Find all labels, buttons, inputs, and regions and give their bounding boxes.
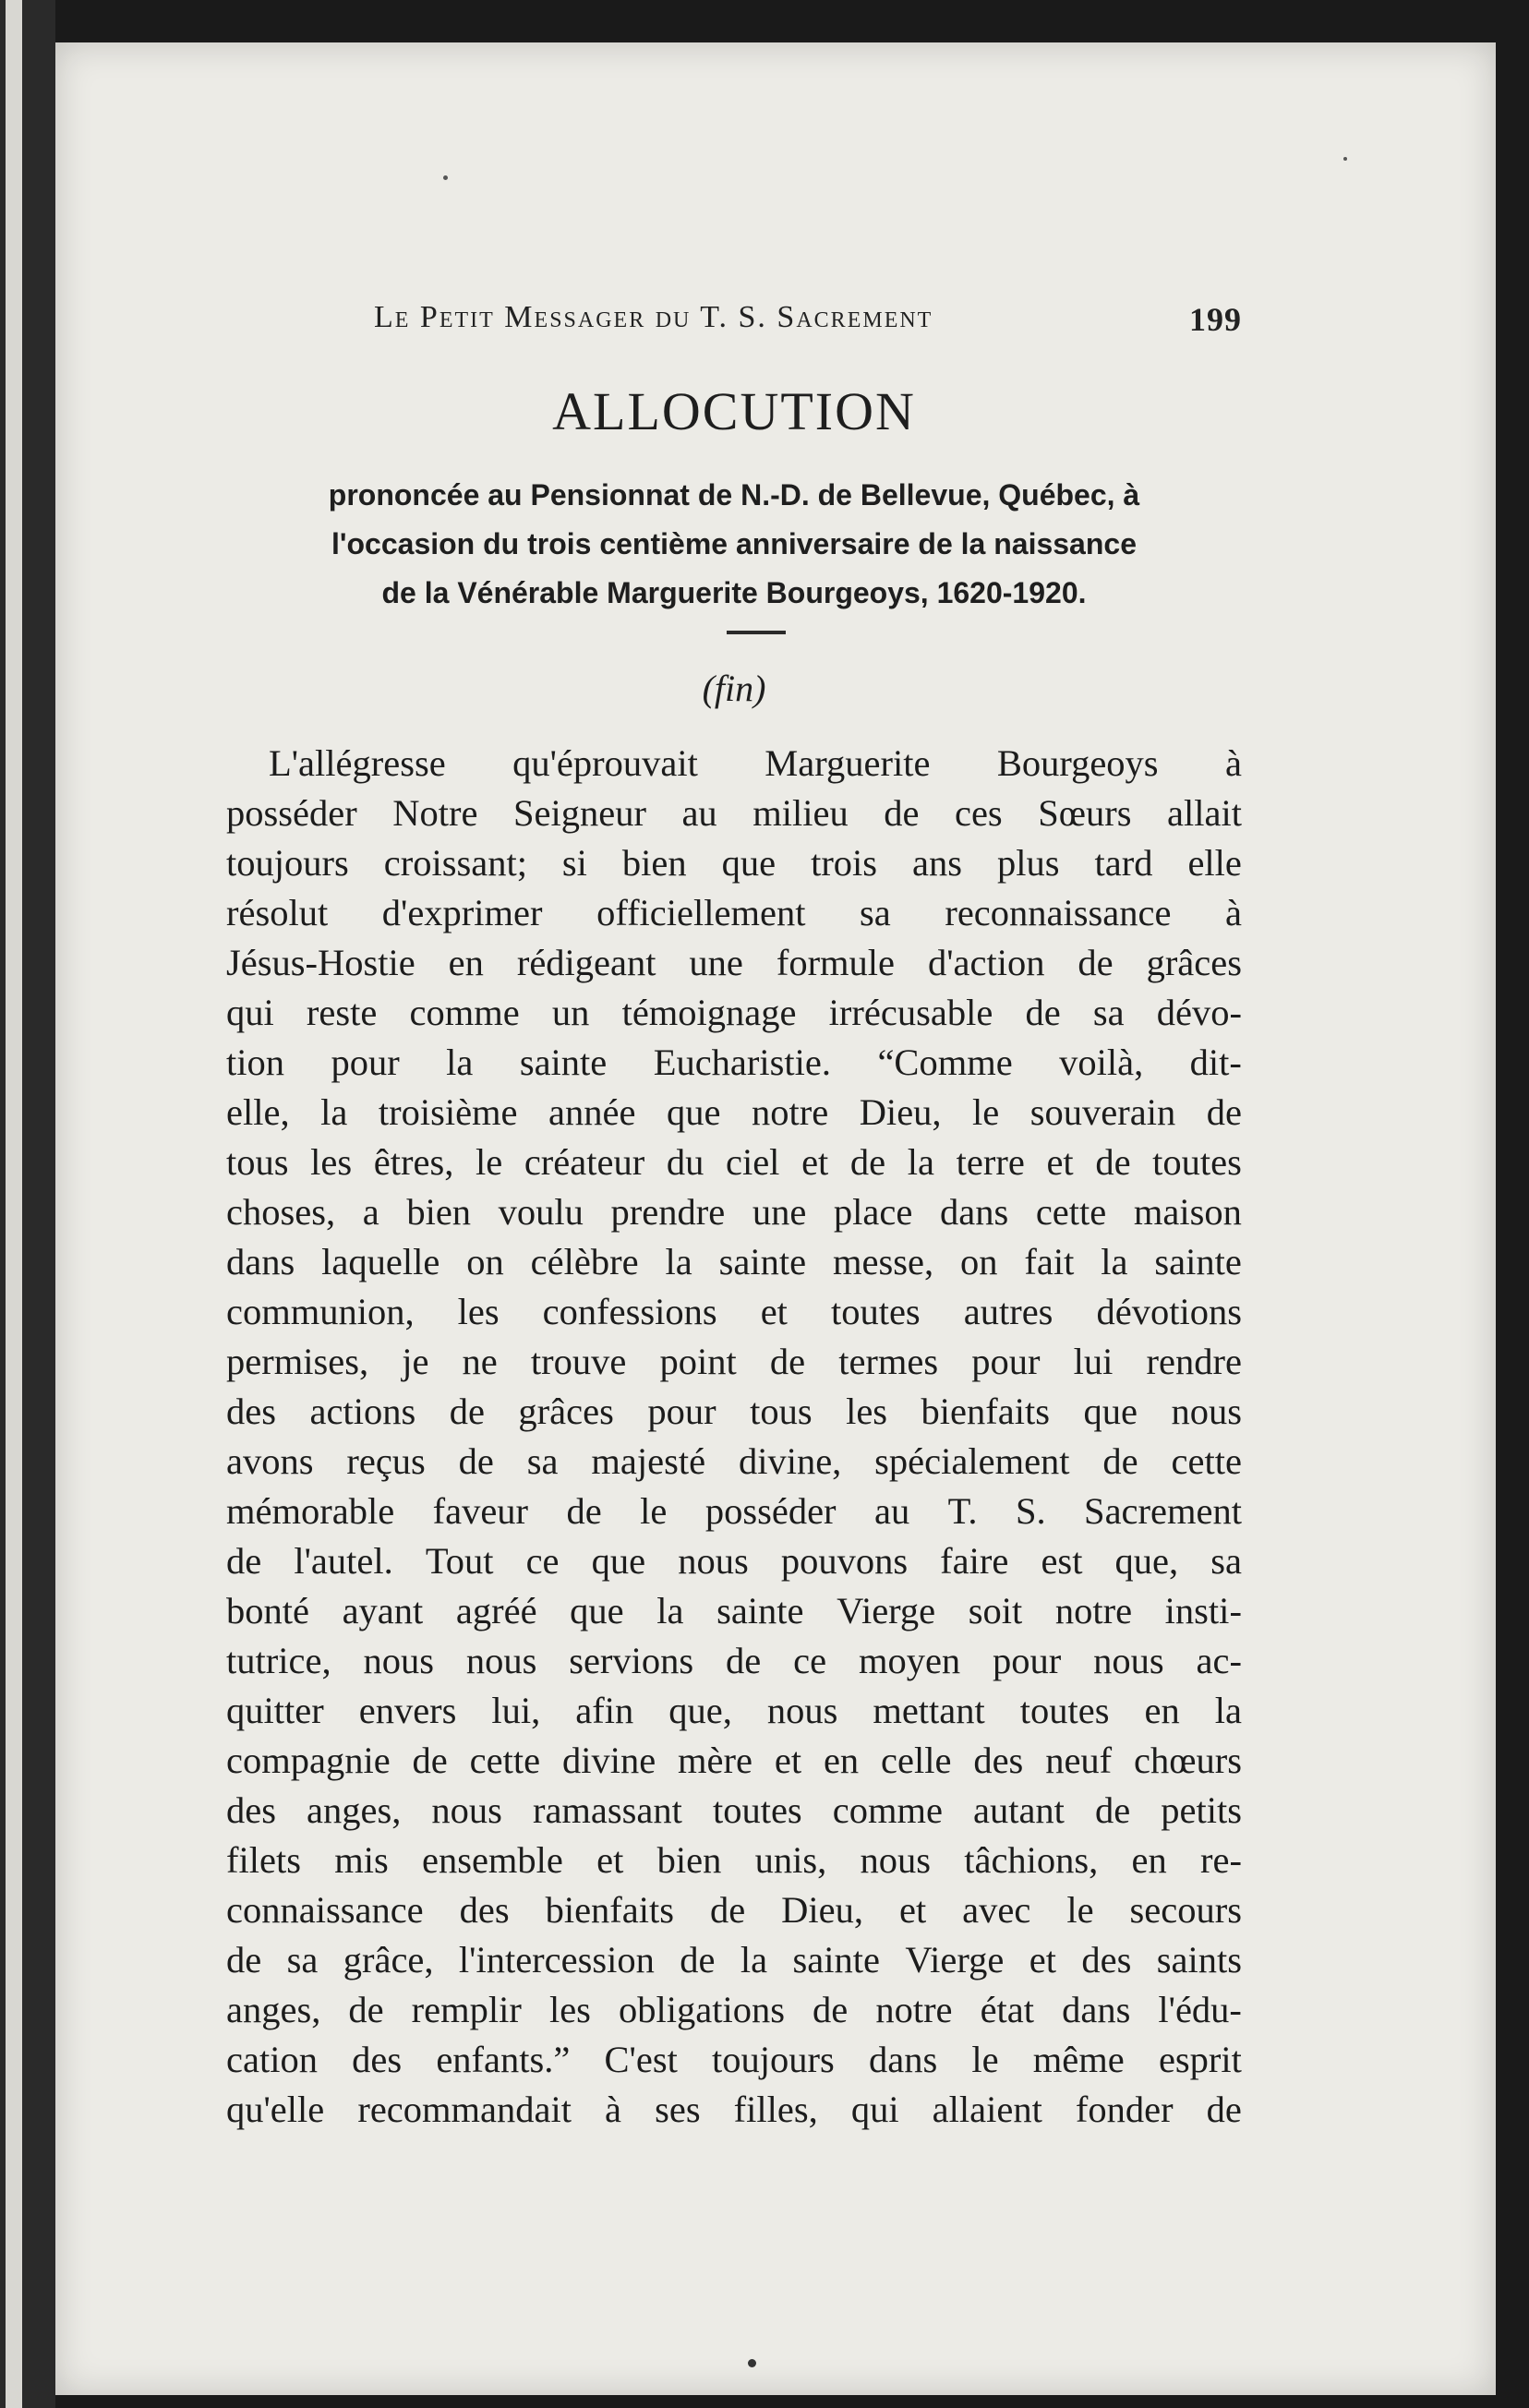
text-line: résolut d'exprimer officiellement sa reconnaissance à xyxy=(226,892,1242,933)
subtitle-line: de la Vénérable Marguerite Bourgeoys, 1620-1920. xyxy=(381,576,1087,609)
text-line: connaissance des bienfaits de Dieu, et avec le secours xyxy=(226,1889,1242,1931)
adjacent-page-edge xyxy=(6,0,22,2408)
text-line: des anges, nous ramassant toutes comme autant de petits xyxy=(226,1789,1242,1831)
body-paragraph xyxy=(226,739,1242,2135)
divider-rule xyxy=(727,631,786,634)
text-line: permises, je ne trouve point de termes pour lui rendre xyxy=(226,1341,1242,1382)
text-line: dans laquelle on célèbre la sainte messe, on fait la sainte xyxy=(226,1241,1242,1282)
scan-speck xyxy=(748,2359,756,2367)
text-line: avons reçus de sa majesté divine, spécialement de cette xyxy=(226,1440,1242,1482)
running-title: Le Petit Messager du T. S. Sacrement xyxy=(374,300,933,334)
text-line: filets mis ensemble et bien unis, nous tâchions, en re- xyxy=(226,1839,1242,1881)
text-line: posséder Notre Seigneur au milieu de ces Sœurs allait xyxy=(226,792,1242,834)
page-header xyxy=(226,300,1242,346)
text-line: de sa grâce, l'intercession de la sainte Vierge et des saints xyxy=(226,1939,1242,1981)
text-line: tous les êtres, le créateur du ciel et de la terre et de toutes xyxy=(226,1141,1242,1183)
text-line: L'allégresse qu'éprouvait Marguerite Bourgeoys à xyxy=(269,742,1242,784)
scan-speck xyxy=(443,175,448,180)
text-line: bonté ayant agréé que la sainte Vierge soit notre insti- xyxy=(226,1590,1242,1631)
continuation-note: (fin) xyxy=(702,668,766,709)
text-line: de l'autel. Tout ce que nous pouvons faire est que, sa xyxy=(226,1540,1242,1582)
text-line: des actions de grâces pour tous les bienfaits que nous xyxy=(226,1391,1242,1432)
article-title: ALLOCUTION xyxy=(552,381,916,441)
text-line: elle, la troisième année que notre Dieu, le souverain de xyxy=(226,1091,1242,1133)
text-line: compagnie de cette divine mère et en celle des neuf chœurs xyxy=(226,1740,1242,1781)
text-line: toujours croissant; si bien que trois ans plus tard elle xyxy=(226,842,1242,884)
text-line: mémorable faveur de le posséder au T. S. Sacrement xyxy=(226,1490,1242,1532)
text-line: tutrice, nous nous servions de ce moyen pour nous ac- xyxy=(226,1640,1242,1681)
subtitle-line: prononcée au Pensionnat de N.-D. de Bellevue, Québec, à xyxy=(328,478,1140,512)
text-line: qui reste comme un témoignage irrécusable de sa dévo- xyxy=(226,992,1242,1033)
text-line: qu'elle recommandait à ses filles, qui allaient fonder de xyxy=(226,2089,1242,2130)
text-line: Jésus-Hostie en rédigeant une formule d'action de grâces xyxy=(226,942,1242,983)
article-subtitle xyxy=(226,471,1242,618)
text-line: tion pour la sainte Eucharistie. “Comme voilà, dit- xyxy=(226,1041,1242,1083)
text-line: choses, a bien voulu prendre une place dans cette maison xyxy=(226,1191,1242,1233)
binding-edge xyxy=(0,0,55,2408)
page-number: 199 xyxy=(1189,301,1242,338)
text-line: anges, de remplir les obligations de notre état dans l'édu- xyxy=(226,1989,1242,2030)
scan-speck xyxy=(1343,157,1347,161)
text-line: communion, les confessions et toutes autres dévotions xyxy=(226,1291,1242,1332)
text-line: quitter envers lui, afin que, nous mettant toutes en la xyxy=(226,1690,1242,1731)
subtitle-line: l'occasion du trois centième anniversaire de la naissance xyxy=(331,527,1137,560)
text-line: cation des enfants.” C'est toujours dans le même esprit xyxy=(226,2039,1242,2080)
